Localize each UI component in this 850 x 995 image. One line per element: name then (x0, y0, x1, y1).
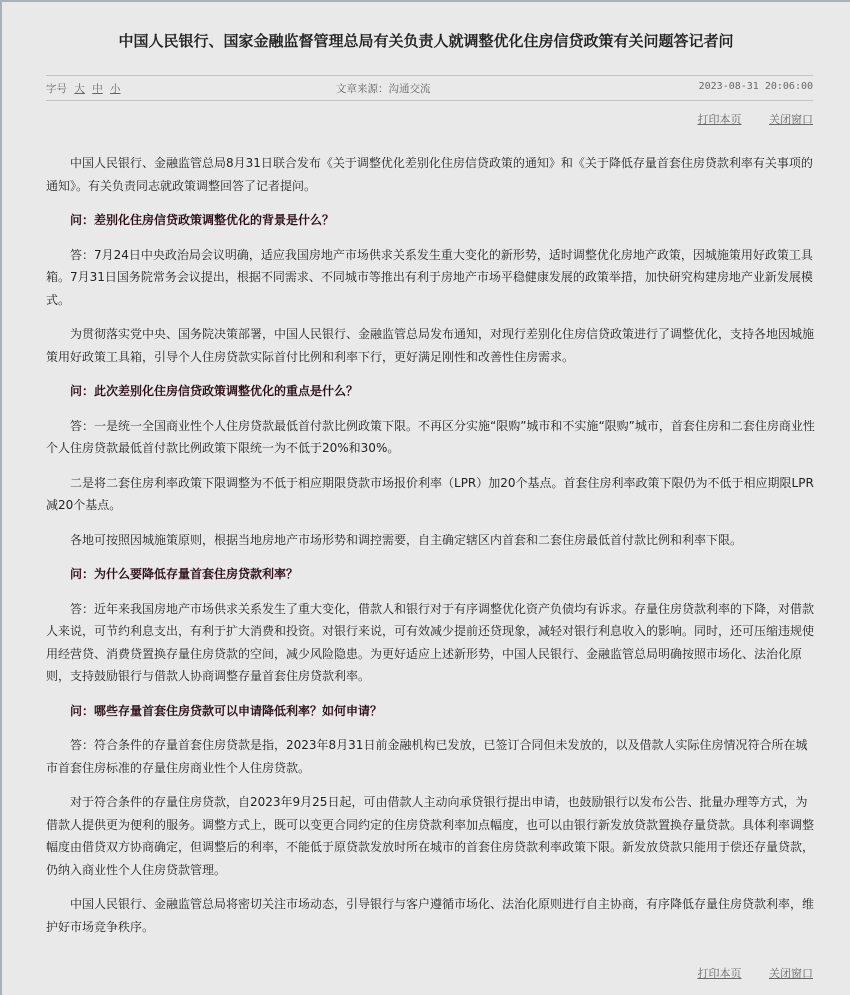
close-window-link[interactable]: 关闭窗口 (769, 113, 813, 126)
font-size-medium-link[interactable]: 中 (92, 83, 103, 95)
paragraph: 为贯彻落实党中央、国务院决策部署，中国人民银行、金融监管总局发布通知，对现行差别化住房信贷政策进行了调整优化，支持各地因城施策用好政策工具箱，引导个人住房贷款实际首付比例和利率下行，更好满足刚性和改善性住房需求。 (46, 327, 815, 364)
print-page-link[interactable]: 打印本页 (697, 113, 742, 126)
paragraph: 对于符合条件的存量住房贷款，自2023年9月25日起，可由借款人主动向承贷银行提出申请，也鼓励银行以发布公告、批量办理等方式，为借款人提供更为便利的服务。调整方式上，既可以变更合同约定的住房贷款利率加点幅度，也可以由银行新发放贷款置换存量贷款。具体利率调整幅度由借贷双方协商确定，但调整后的利率，不能低于原贷款发放时所在城市的首套住房贷款利率政策下限。新发放贷款只能用于偿还存量贷款，仍纳入商业性个人住房贷款管理。 (46, 795, 815, 877)
article-meta-bar (46, 75, 813, 101)
font-size-large-link[interactable]: 大 (74, 83, 85, 95)
top-actions (674, 111, 814, 127)
paragraph: 二是将二套住房利率政策下限调整为不低于相应期限贷款市场报价利率（LPR）加20个基点。首套住房利率政策下限仍为不低于相应期限LPR减20个基点。 (46, 475, 814, 512)
article-source: 文章来源：沟通交流 (336, 83, 431, 95)
print-page-link-bottom[interactable]: 打印本页 (697, 967, 742, 980)
bottom-actions (674, 965, 814, 981)
question-heading: 问：差别化住房信贷政策调整优化的背景是什么？ (70, 213, 335, 227)
question-heading: 问：哪些存量首套住房贷款可以申请降低利率？如何申请？ (70, 703, 383, 718)
paragraph: 答：近年来我国房地产市场供求关系发生了重大变化，借款人和银行对于有序调整优化资产负债均有诉求。存量住房贷款利率的下降，对借款人来说，可节约利息支出，有利于扩大消费和投资。对银行来说，可有效减少提前还贷现象，减轻对银行利息收入的影响。同时，还可压缩违规使用经营贷、消费贷置换存量住房贷款的空间，减少风险隐患。为更好适应上述新形势，中国人民银行、金融监管总局明确按照市场化、法治化原则，支持鼓励银行与借款人协商调整存量首套住房贷款利率。 (46, 601, 815, 683)
question-heading: 问：为什么要降低存量首套住房贷款利率？ (70, 567, 299, 581)
font-size-small-link[interactable]: 小 (110, 83, 121, 95)
font-size-control (46, 81, 121, 96)
paragraph: 答：一是统一全国商业性个人住房贷款最低首付款比例政策下限。不再区分实施“限购”城市和不实施“限购”城市，首套住房和二套住房商业性个人住房贷款最低首付款比例政策下限统一为不低于20%和30%。 (46, 418, 815, 455)
font-size-label: 字号 (46, 83, 67, 95)
question-heading: 问：此次差别化住房信贷政策调整优化的重点是什么？ (70, 384, 359, 398)
article-title: 中国人民银行、国家金融监督管理总局有关负责人就调整优化住房信贷政策有关问题答记者问 (118, 32, 734, 50)
paragraph: 答：符合条件的存量首套住房贷款是指，2023年8月31日前金融机构已发放，已签订合同但未发放的，以及借款人实际住房情况符合所在城市首套住房标准的存量住房商业性个人住房贷款。 (46, 738, 808, 775)
paragraph: 中国人民银行、金融监管总局将密切关注市场动态，引导银行与客户遵循市场化、法治化原则进行自主协商，有序降低存量住房贷款利率，维护好市场竞争秩序。 (46, 897, 815, 934)
article-date: 2023-08-31 20:06:00 (698, 81, 813, 92)
close-window-link-bottom[interactable]: 关闭窗口 (769, 967, 813, 980)
article-body (46, 152, 816, 950)
paragraph: 中国人民银行、金融监管总局8月31日联合发布《关于调整优化差别化住房信贷政策的通知》和《关于降低存量首套住房贷款利率有关事项的通知》。有关负责同志就政策调整回答了记者提问。 (46, 156, 813, 193)
paragraph: 答：7月24日中央政治局会议明确，适应我国房地产市场供求关系发生重大变化的新形势，适时调整优化房地产政策，因城施策用好政策工具箱。7月31日国务院常务会议提出，根据不同需求、不同城市等推出有利于房地产市场平稳健康发展的政策举措，加快研究构建房地产业新发展模式。 (46, 247, 813, 307)
paragraph: 各地可按照因城施策原则，根据当地房地产市场形势和调控需要，自主确定辖区内首套和二套住房最低首付款比例和利率下限。 (70, 532, 743, 547)
